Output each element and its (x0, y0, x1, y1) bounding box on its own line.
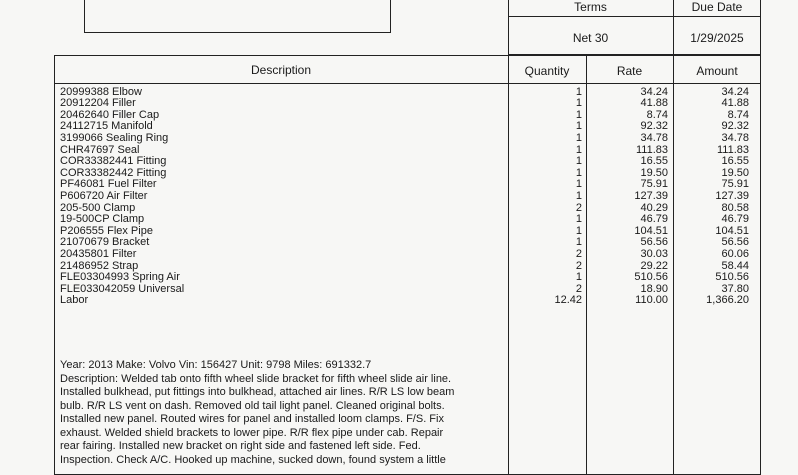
item-amount: 92.32 (721, 120, 749, 133)
item-description: 19-500CP Clamp (60, 213, 145, 226)
item-amount: 56.56 (721, 236, 749, 249)
table-row (0, 214, 798, 226)
item-amount: 37.80 (721, 282, 749, 295)
item-amount: 60.06 (721, 247, 749, 260)
item-rate: 111.83 (635, 143, 668, 156)
item-quantity: 1 (575, 120, 582, 133)
item-rate: 75.91 (640, 178, 668, 191)
item-description: Labor (60, 294, 89, 307)
item-rate: 29.22 (640, 259, 668, 272)
item-quantity: 12.42 (554, 294, 582, 307)
item-rate: 110.00 (635, 294, 668, 307)
item-description: 205-500 Clamp (60, 201, 136, 214)
table-row (0, 98, 798, 110)
item-description: PF46081 Fuel Filter (60, 178, 157, 191)
item-amount: 16.55 (721, 155, 749, 168)
note-line: Inspection. Check A/C. Hooked up machine, sucked down, found system a little (60, 453, 446, 466)
item-rate: 46.79 (640, 213, 668, 226)
item-amount: 127.39 (715, 189, 749, 202)
item-description: 20462640 Filler Cap (60, 108, 160, 121)
item-description: P206555 Flex Pipe (60, 224, 153, 237)
item-amount: 19.50 (721, 166, 749, 179)
item-quantity: 1 (575, 97, 582, 110)
terms-divider (508, 16, 761, 17)
rate-header: Rate (616, 64, 643, 78)
item-amount: 75.91 (721, 178, 749, 191)
terms-label: Terms (574, 0, 607, 14)
item-rate: 8.74 (646, 108, 668, 121)
terms-value: Net 30 (572, 31, 609, 45)
item-quantity: 1 (575, 143, 582, 156)
note-line: exhaust. Welded shield brackets to lower pipe. R/R flex pipe under cab. Repair (60, 426, 444, 439)
item-amount: 58.44 (721, 259, 749, 272)
table-row (0, 284, 798, 296)
table-row (0, 272, 798, 284)
table-header-divider (54, 83, 761, 84)
item-amount: 46.79 (721, 213, 749, 226)
description-header: Description (250, 63, 312, 77)
note-line: Installed new panel. Routed wires for panel and installed loom clamps. F/S. Fix (60, 413, 444, 425)
table-row (0, 191, 798, 203)
item-amount: 34.24 (721, 85, 749, 98)
item-quantity: 2 (575, 282, 582, 295)
due-date-label: Due Date (691, 0, 743, 14)
item-quantity: 1 (575, 108, 582, 121)
item-quantity: 2 (575, 259, 582, 272)
item-amount: 1,366.20 (706, 294, 749, 307)
item-description: 20999388 Elbow (60, 85, 142, 98)
item-amount: 8.74 (727, 108, 749, 121)
item-amount: 111.83 (716, 143, 749, 156)
item-description: COR33382441 Fitting (60, 155, 167, 168)
item-quantity: 1 (575, 131, 582, 144)
item-description: 20912204 Filler (60, 97, 136, 110)
item-quantity: 2 (575, 201, 582, 214)
note-line: Description: Welded tab onto fifth wheel slide bracket for fifth wheel slide air line. (60, 372, 452, 385)
table-row (0, 156, 798, 168)
item-description: 24112715 Manifold (60, 120, 153, 133)
item-rate: 92.32 (640, 120, 668, 133)
item-amount: 34.78 (721, 131, 749, 144)
amount-header: Amount (696, 64, 738, 78)
item-rate: 510.56 (634, 271, 668, 284)
item-rate: 19.50 (640, 166, 668, 179)
item-description: 3199066 Sealing Ring (60, 131, 169, 144)
table-row (0, 249, 798, 261)
labor-notes (60, 359, 505, 467)
note-line: rear fairing. Installed new bracket on right side and fastened left side. Fed. (60, 440, 421, 452)
item-rate: 34.78 (640, 131, 668, 144)
item-quantity: 1 (575, 224, 582, 237)
item-quantity: 1 (575, 166, 582, 179)
item-rate: 56.56 (640, 236, 668, 249)
item-description: CHR47697 Seal (60, 143, 140, 156)
note-line: bulb. R/R LS vent on dash. Removed old tail light panel. Cleaned original bolts. (60, 399, 445, 412)
table-row (0, 133, 798, 145)
item-quantity: 1 (575, 178, 582, 191)
item-amount: 80.58 (721, 201, 749, 214)
item-quantity: 1 (575, 155, 582, 168)
item-description: 21070679 Bracket (60, 236, 150, 249)
item-rate: 16.55 (640, 155, 668, 168)
item-description: COR33382442 Fitting (60, 166, 167, 179)
item-description: FLE033042059 Universal (60, 282, 185, 295)
quantity-header: Quantity (524, 64, 570, 78)
item-quantity: 1 (575, 85, 582, 98)
note-line: Installed bulkhead, put fittings into bulkhead, attached air lines. R/R LS low beam (60, 386, 455, 398)
item-description: 20435801 Filter (60, 247, 137, 260)
address-box (84, 0, 391, 33)
item-quantity: 1 (575, 189, 582, 202)
item-amount: 510.56 (715, 271, 749, 284)
item-amount: 104.51 (715, 224, 749, 237)
item-quantity: 1 (575, 236, 582, 249)
item-rate: 18.90 (640, 282, 668, 295)
item-description: P606720 Air Filter (60, 189, 148, 202)
item-quantity: 1 (575, 213, 582, 226)
table-row (0, 295, 798, 307)
item-amount: 41.88 (721, 97, 749, 110)
item-description: 21486952 Strap (60, 259, 139, 272)
item-rate: 40.29 (640, 201, 668, 214)
item-description: FLE03304993 Spring Air (60, 271, 180, 284)
item-quantity: 1 (575, 271, 582, 284)
item-rate: 30.03 (640, 247, 668, 260)
item-rate: 34.24 (640, 85, 668, 98)
item-quantity: 2 (575, 247, 582, 260)
item-rate: 104.51 (634, 224, 668, 237)
note-line: Year: 2013 Make: Volvo Vin: 156427 Unit: 9798 Miles: 691332.7 (60, 359, 372, 371)
item-rate: 41.88 (640, 97, 668, 110)
due-date-value: 1/29/2025 (690, 31, 744, 45)
item-rate: 127.39 (634, 189, 668, 202)
